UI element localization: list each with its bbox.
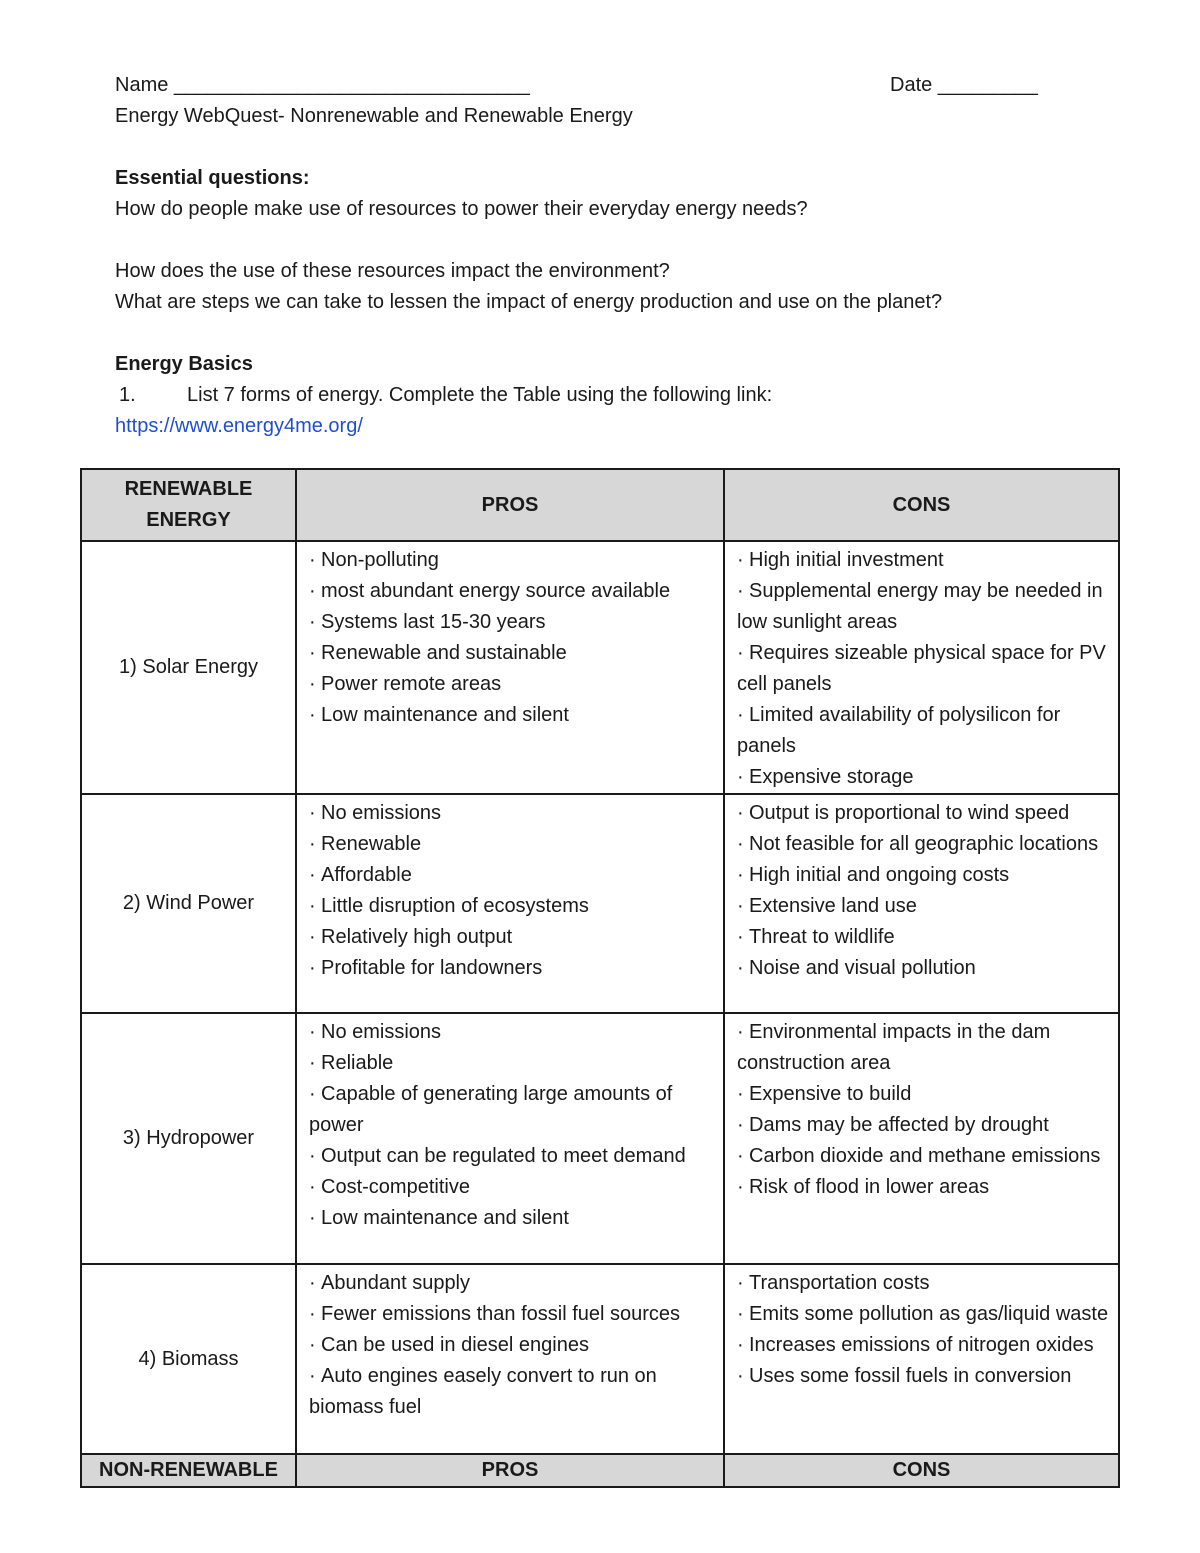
bullet-text: Noise and visual pollution — [749, 957, 976, 979]
bullet-item — [309, 1203, 723, 1234]
bullet-text: Renewable — [321, 833, 422, 855]
bullet-text: Environmental impacts in the dam construction area — [737, 1021, 1051, 1074]
bullet-text: Emits some pollution as gas/liquid waste — [749, 1303, 1109, 1325]
energy-type-cell: 2) Wind Power — [81, 794, 296, 1013]
bullet-dot-icon: · — [309, 549, 316, 571]
bullet-text: Risk of flood in lower areas — [749, 1176, 990, 1198]
spacer — [115, 318, 1120, 349]
bullet-text: Affordable — [321, 864, 412, 886]
bullet-item — [737, 762, 1116, 793]
bullet-dot-icon: · — [309, 957, 316, 979]
bullet-dot-icon: · — [737, 1272, 744, 1294]
energy-table — [80, 468, 1120, 1488]
bullet-text: Cost-competitive — [321, 1176, 470, 1198]
bullet-dot-icon: · — [737, 833, 744, 855]
table-row — [81, 794, 1119, 1013]
table-header-row — [81, 469, 1119, 541]
bullet-dot-icon: · — [737, 1334, 744, 1356]
energy4me-link[interactable]: https://www.energy4me.org/ — [115, 415, 363, 437]
bullet-item — [309, 1017, 723, 1048]
bullet-text: most abundant energy source available — [321, 580, 671, 602]
bullet-item — [309, 953, 723, 984]
bullet-item — [309, 829, 723, 860]
bullet-text: Reliable — [321, 1052, 394, 1074]
bullet-item — [309, 1299, 723, 1330]
energy-type-cell: 3) Hydropower — [81, 1013, 296, 1264]
bullet-text: Expensive storage — [749, 766, 914, 788]
bullet-item — [309, 669, 723, 700]
bullet-item — [737, 1141, 1116, 1172]
bullet-dot-icon: · — [737, 1145, 744, 1167]
bullet-text: Capable of generating large amounts of power — [309, 1083, 673, 1136]
bullet-text: Increases emissions of nitrogen oxides — [749, 1334, 1094, 1356]
bullet-dot-icon: · — [737, 580, 744, 602]
numbered-item — [115, 380, 1120, 411]
bullet-item — [309, 1330, 723, 1361]
bullet-dot-icon: · — [309, 1176, 316, 1198]
bullet-dot-icon: · — [737, 642, 744, 664]
bullet-item — [737, 891, 1116, 922]
bullet-dot-icon: · — [309, 1303, 316, 1325]
bullet-text: Transportation costs — [749, 1272, 930, 1294]
bullet-dot-icon: · — [309, 642, 316, 664]
bullet-item — [737, 1268, 1116, 1299]
bullet-text: Not feasible for all geographic locations — [749, 833, 1099, 855]
bullet-text: Uses some fossil fuels in conversion — [749, 1365, 1072, 1387]
bullet-dot-icon: · — [737, 1365, 744, 1387]
bullet-item — [309, 1048, 723, 1079]
bullet-text: Little disruption of ecosystems — [321, 895, 589, 917]
bullet-dot-icon: · — [309, 1021, 316, 1043]
pros-cell — [296, 541, 724, 794]
bullet-dot-icon: · — [309, 704, 316, 726]
energy-basics-heading: Energy Basics — [115, 353, 253, 375]
table-row — [81, 1264, 1119, 1454]
bullet-dot-icon: · — [737, 957, 744, 979]
bullet-item — [737, 922, 1116, 953]
cons-cell — [724, 1013, 1119, 1264]
header-cons: CONS — [724, 1454, 1119, 1487]
item-number: 1. — [119, 384, 136, 406]
bullet-item — [737, 1110, 1116, 1141]
header-cons: CONS — [724, 469, 1119, 541]
header-line — [115, 70, 1120, 101]
bullet-item — [737, 953, 1116, 984]
bullet-text: Dams may be affected by drought — [749, 1114, 1049, 1136]
table-row — [81, 541, 1119, 794]
bullet-dot-icon: · — [737, 766, 744, 788]
bullet-dot-icon: · — [737, 1083, 744, 1105]
bullet-text: Low maintenance and silent — [321, 1207, 569, 1229]
bullet-item — [309, 922, 723, 953]
bullet-item — [737, 576, 1116, 638]
pros-cell — [296, 1264, 724, 1454]
bullet-text: Extensive land use — [749, 895, 917, 917]
bullet-dot-icon: · — [309, 1083, 316, 1105]
bullet-text: High initial investment — [749, 549, 944, 571]
worksheet-title: Energy WebQuest- Nonrenewable and Renewable Energy — [115, 105, 633, 127]
spacer — [115, 132, 1120, 163]
bullet-dot-icon: · — [737, 704, 744, 726]
bullet-item — [309, 1172, 723, 1203]
bullet-text: Renewable and sustainable — [321, 642, 567, 664]
essential-questions-heading: Essential questions: — [115, 167, 310, 189]
bullet-item — [309, 607, 723, 638]
bullet-item — [309, 1361, 723, 1423]
bullet-item — [737, 798, 1116, 829]
bullet-item — [309, 798, 723, 829]
bullet-dot-icon: · — [737, 1021, 744, 1043]
bullet-item — [737, 1361, 1116, 1392]
bullet-item — [309, 700, 723, 731]
energy-type-cell: 4) Biomass — [81, 1264, 296, 1454]
bullet-item — [737, 1299, 1116, 1330]
bullet-dot-icon: · — [309, 802, 316, 824]
bullet-dot-icon: · — [309, 1334, 316, 1356]
bullet-text: Output is proportional to wind speed — [749, 802, 1070, 824]
bullet-dot-icon: · — [737, 549, 744, 571]
item-text: List 7 forms of energy. Complete the Table using the following link: — [187, 384, 773, 406]
bullet-dot-icon: · — [737, 926, 744, 948]
bullet-text: Fewer emissions than fossil fuel sources — [321, 1303, 681, 1325]
bullet-dot-icon: · — [737, 802, 744, 824]
bullet-text: Carbon dioxide and methane emissions — [749, 1145, 1101, 1167]
essential-question-3: What are steps we can take to lessen the impact of energy production and use on the planet? — [115, 291, 943, 313]
bullet-dot-icon: · — [309, 1365, 316, 1387]
bullet-item — [309, 1141, 723, 1172]
essential-question-2: How does the use of these resources impact the environment? — [115, 260, 670, 282]
bullet-dot-icon: · — [309, 1145, 316, 1167]
cons-cell — [724, 1264, 1119, 1454]
bullet-text: Auto engines easely convert to run on biomass fuel — [309, 1365, 657, 1418]
bullet-item — [737, 829, 1116, 860]
header-renewable-energy: RENEWABLE ENERGY — [81, 469, 296, 541]
bullet-item — [309, 860, 723, 891]
bullet-text: Power remote areas — [321, 673, 502, 695]
pros-cell — [296, 794, 724, 1013]
bullet-dot-icon: · — [737, 1303, 744, 1325]
bullet-dot-icon: · — [737, 864, 744, 886]
bullet-text: High initial and ongoing costs — [749, 864, 1010, 886]
energy-type-cell: 1) Solar Energy — [81, 541, 296, 794]
bullet-dot-icon: · — [309, 864, 316, 886]
bullet-dot-icon: · — [309, 1272, 316, 1294]
pros-cell — [296, 1013, 724, 1264]
bullet-dot-icon: · — [309, 926, 316, 948]
bullet-dot-icon: · — [737, 1176, 744, 1198]
bullet-item — [309, 576, 723, 607]
bullet-item — [309, 891, 723, 922]
essential-question-1: How do people make use of resources to power their everyday energy needs? — [115, 198, 808, 220]
table-row — [81, 1013, 1119, 1264]
header-pros: PROS — [296, 469, 724, 541]
bullet-text: Non-polluting — [321, 549, 439, 571]
bullet-text: Systems last 15-30 years — [321, 611, 546, 633]
bullet-item — [737, 545, 1116, 576]
bullet-item — [737, 1330, 1116, 1361]
bullet-dot-icon: · — [737, 895, 744, 917]
bullet-text: Threat to wildlife — [749, 926, 895, 948]
bullet-item — [737, 1017, 1116, 1079]
bullet-text: Can be used in diesel engines — [321, 1334, 589, 1356]
bullet-item — [309, 1268, 723, 1299]
header-non-renewable: NON-RENEWABLE — [81, 1454, 296, 1487]
bullet-text: Limited availability of polysilicon for panels — [737, 704, 1061, 757]
date-field[interactable]: Date _________ — [890, 74, 1038, 96]
bullet-dot-icon: · — [309, 1207, 316, 1229]
non-renewable-header-row — [81, 1454, 1119, 1487]
bullet-dot-icon: · — [737, 1114, 744, 1136]
bullet-text: Low maintenance and silent — [321, 704, 569, 726]
bullet-text: No emissions — [321, 802, 442, 824]
spacer — [115, 225, 1120, 256]
bullet-text: Profitable for landowners — [321, 957, 543, 979]
name-field[interactable]: Name ________________________________ — [115, 74, 530, 96]
bullet-item — [309, 638, 723, 669]
bullet-item — [737, 638, 1116, 700]
bullet-item — [309, 545, 723, 576]
header-pros: PROS — [296, 1454, 724, 1487]
bullet-text: Requires sizeable physical space for PV cell panels — [737, 642, 1106, 695]
bullet-text: No emissions — [321, 1021, 442, 1043]
bullet-item — [737, 1172, 1116, 1203]
bullet-dot-icon: · — [309, 1052, 316, 1074]
worksheet-page — [115, 70, 1120, 442]
bullet-text: Supplemental energy may be needed in low sunlight areas — [737, 580, 1103, 633]
bullet-item — [737, 860, 1116, 891]
cons-cell — [724, 541, 1119, 794]
bullet-dot-icon: · — [309, 833, 316, 855]
bullet-text: Output can be regulated to meet demand — [321, 1145, 686, 1167]
bullet-dot-icon: · — [309, 895, 316, 917]
bullet-dot-icon: · — [309, 673, 316, 695]
bullet-dot-icon: · — [309, 611, 316, 633]
bullet-item — [737, 1079, 1116, 1110]
bullet-item — [309, 1079, 723, 1141]
bullet-text: Expensive to build — [749, 1083, 912, 1105]
bullet-item — [737, 700, 1116, 762]
cons-cell — [724, 794, 1119, 1013]
bullet-text: Abundant supply — [321, 1272, 471, 1294]
bullet-text: Relatively high output — [321, 926, 513, 948]
bullet-dot-icon: · — [309, 580, 316, 602]
